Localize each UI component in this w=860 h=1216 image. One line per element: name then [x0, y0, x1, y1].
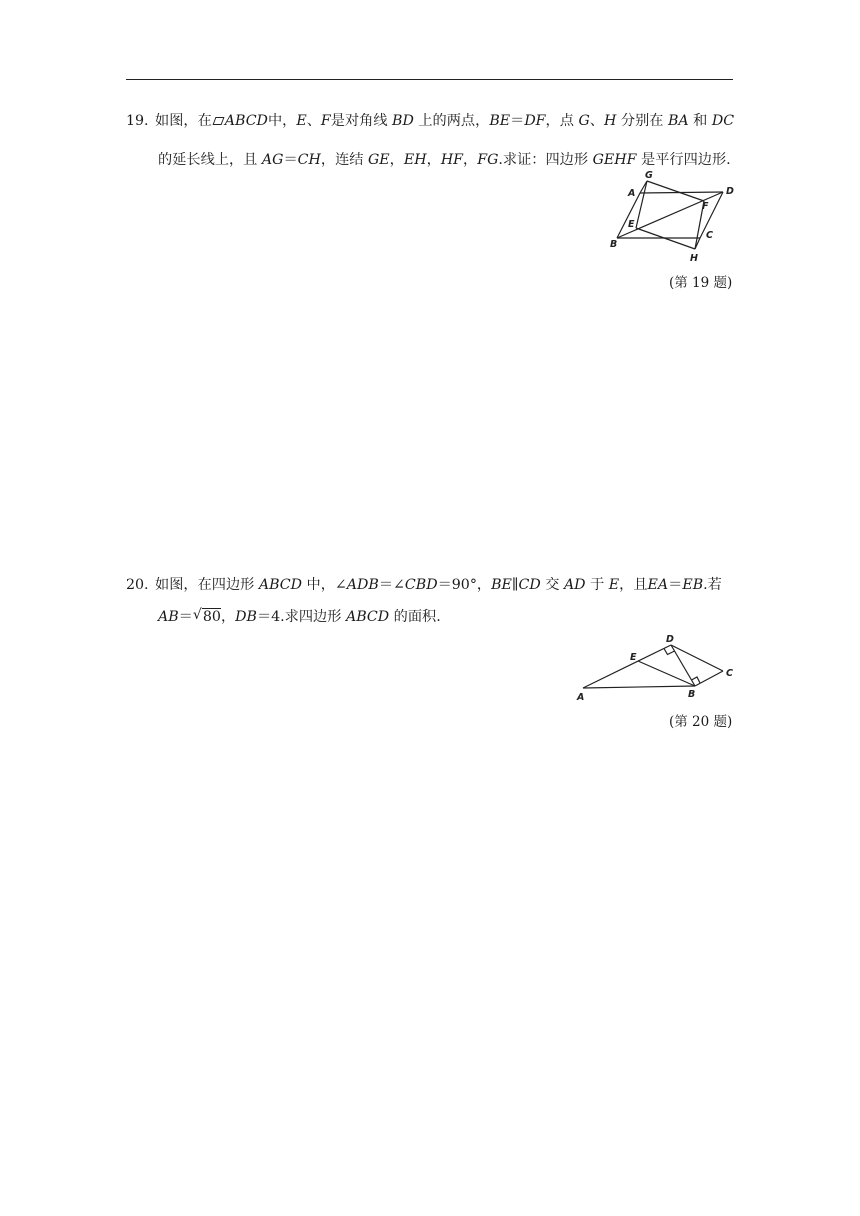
text: 、: [306, 113, 321, 129]
edge-ab: [617, 193, 640, 238]
math: E: [296, 113, 307, 129]
figure-20-diagram: [570, 630, 745, 705]
math: BE: [491, 577, 512, 593]
text: ，且: [619, 577, 648, 593]
text: 上的两点，: [418, 113, 490, 129]
text: .求证：四边形: [498, 152, 589, 168]
math: AD: [563, 577, 586, 593]
math: CD: [518, 577, 541, 593]
label-b: B: [688, 689, 696, 700]
math: ABCD: [224, 113, 268, 129]
text: ，连结: [320, 152, 364, 168]
edge-ad: [583, 645, 671, 688]
text: ∥: [511, 577, 519, 593]
math: F: [320, 113, 331, 129]
figure-19-caption: (第 19 题): [669, 275, 733, 291]
math: G: [578, 113, 590, 129]
math: ADB: [346, 577, 379, 593]
math: BE: [489, 113, 511, 129]
text: 中，∠: [306, 577, 347, 593]
text: ，: [426, 152, 441, 168]
text: 分别在: [620, 113, 664, 129]
text: 中，: [267, 113, 297, 129]
square-root: [193, 607, 221, 627]
label-d: D: [666, 634, 674, 645]
text: 是平行四边形.: [641, 152, 731, 168]
math: DF: [524, 113, 546, 129]
text: 交: [545, 577, 560, 593]
edge-bc: [695, 671, 723, 686]
label-e: E: [630, 652, 637, 663]
math: EH: [403, 152, 427, 168]
text: 和: [693, 113, 708, 129]
text: .若: [703, 577, 722, 593]
label-c: C: [706, 230, 713, 241]
math: BD: [392, 113, 414, 129]
figure-19-diagram: [600, 165, 745, 265]
text: 如图，在: [155, 113, 212, 129]
math: E: [608, 577, 620, 593]
label-c: C: [726, 668, 733, 679]
edge-eb: [638, 661, 695, 686]
radicand: 80: [202, 609, 221, 625]
text: 是对角线: [330, 113, 388, 129]
label-a: A: [628, 188, 636, 199]
text: ＝∠: [378, 577, 405, 593]
text: ，: [220, 609, 236, 625]
math: HF: [440, 152, 464, 168]
text: ＝4.求四边形: [256, 609, 342, 625]
math: FG: [477, 152, 499, 168]
math: AB: [158, 609, 179, 625]
math: H: [604, 113, 617, 129]
math: AG: [261, 152, 284, 168]
radical-sign-icon: √: [192, 607, 202, 623]
label-b: B: [610, 239, 618, 250]
question-19-line-1: [126, 111, 734, 131]
edge-ab: [583, 686, 695, 688]
text: 的面积.: [393, 609, 441, 625]
math: ABCD: [258, 577, 303, 593]
question-20-line-2: [158, 607, 441, 627]
text: ＝90°，: [437, 577, 492, 593]
text: ＝: [178, 609, 193, 625]
label-f: F: [702, 201, 709, 212]
text: 如图，在四边形: [155, 577, 255, 593]
label-h: H: [690, 253, 698, 264]
label-g: G: [645, 170, 653, 181]
math: CH: [297, 152, 321, 168]
edge-fg: [647, 181, 704, 201]
figure-20-caption: (第 20 题): [669, 714, 733, 730]
label-a: A: [577, 692, 585, 703]
math: DC: [711, 113, 735, 129]
text: ＝: [510, 113, 525, 129]
edge-ge: [636, 181, 647, 228]
question-number: 20.: [126, 577, 149, 593]
text: 的延长线上，且: [158, 152, 258, 168]
math: GEHF: [592, 152, 637, 168]
text: ，: [463, 152, 478, 168]
math: ABCD: [345, 609, 390, 625]
math: EA: [647, 577, 669, 593]
header-rule: [126, 79, 733, 80]
text: 于: [590, 577, 605, 593]
question-20-line-1: [126, 575, 722, 595]
text: ，: [389, 152, 404, 168]
text: 、: [589, 113, 604, 129]
question-number: 19.: [126, 113, 149, 129]
label-d: D: [726, 186, 734, 197]
math: DB: [235, 609, 257, 625]
text: ，点: [545, 113, 574, 129]
math: BA: [667, 113, 689, 129]
label-e: E: [628, 219, 635, 230]
math: GE: [367, 152, 390, 168]
math: CBD: [404, 577, 438, 593]
parallelogram-icon: [212, 117, 224, 125]
text: ＝: [668, 577, 683, 593]
math: EB: [682, 577, 704, 593]
text: ＝: [283, 152, 298, 168]
